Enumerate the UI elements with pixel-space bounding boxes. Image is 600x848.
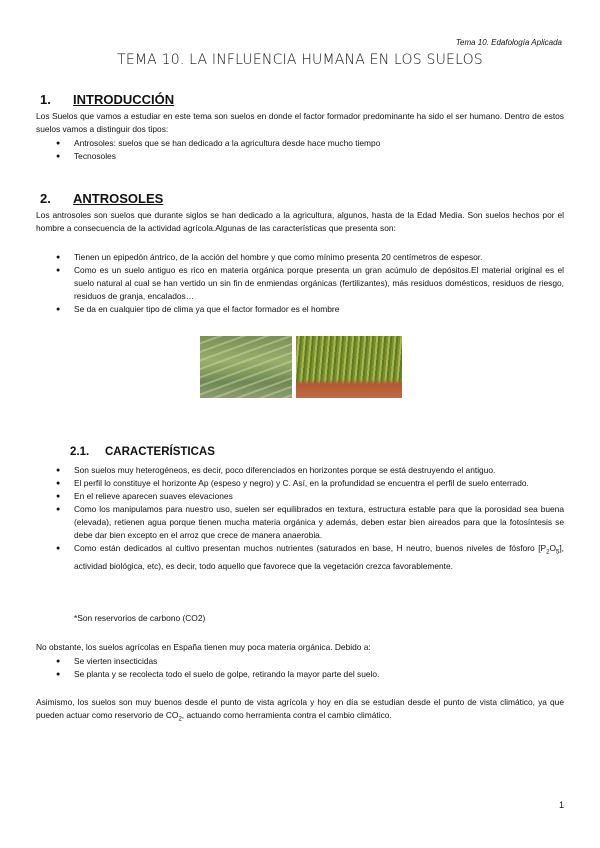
list-item: ● Tienen un epipedón ántrico, de la acción del hombre y que como mínimo presenta 20 centímetros de espesor. <box>56 251 564 264</box>
climate-paragraph <box>36 696 564 727</box>
nutrient-text-mid: O <box>549 543 556 553</box>
section-2-1-heading <box>70 446 215 458</box>
list-item: ● Como los manipulamos para nuestro uso, suelen ser equilibrados en textura, estructura estable para que la porosidad sea buena (elevada), retienen agua porque tienen mucha materia orgánica y además, deben estar bien aireados para que la fotosíntesis se debe dar bien excepto en el arroz que crece de manera anaerobia. <box>56 503 564 542</box>
caracteristicas-bullet-list <box>56 464 564 573</box>
subscript: 5 <box>556 549 560 556</box>
climate-text-after: , actuando como herramienta contra el cambio climático. <box>181 710 392 720</box>
list-item: ● Tecnosoles <box>56 150 564 163</box>
list-item: ● Se da en cualquier tipo de clima ya que el factor formador es el hombre <box>56 303 564 316</box>
list-item: ● Antrosoles: suelos que se han dedicado a la agricultura desde hace mucho tiempo <box>56 137 564 150</box>
section-2-1-title: CARACTERÍSTICAS <box>105 446 215 458</box>
list-item: ● Se planta y se recolecta todo el suelo de golpe, retirando la mayor parte del suelo. <box>56 668 564 681</box>
crop-field-photo <box>200 336 292 398</box>
list-item: ● El perfil lo constituye el horizonte Ap (espeso y negro) y C. Así, en la profundidad se encuentra el perfil de suelo enterrado. <box>56 477 564 490</box>
list-item: ● Se vierten insecticidas <box>56 655 564 668</box>
list-item: ● Como es un suelo antiguo es rico en materia orgánica porque presenta un gran acúmulo de depósitos.El material original es el suelo natural al cual se han vertido un sin fin de enmiendas orgánicas (fertilizantes), más residuos domésticos, residuos de riesgo, residuos de granja, encalados… <box>56 264 564 303</box>
list-item: ● En el relieve aparecen suaves elevaciones <box>56 490 564 503</box>
spain-soils-paragraph: No obstante, los suelos agrícolas en España tienen muy poca materia orgánica. Debido a: <box>36 642 371 652</box>
intro-bullet-list <box>56 137 564 163</box>
section-1-title: INTRODUCCIÓN <box>73 92 175 107</box>
subscript: 2 <box>178 716 182 723</box>
nutrient-text-after: ], actividad biológica, etc), es decir, todo aquello que favorece que la vegetación crezca favorablemente. <box>74 543 564 571</box>
intro-paragraph: Los Suelos que vamos a estudiar en este tema son suelos en donde el factor formador predominante ha sido el ser humano. Dentro de estos suelos vamos a distinguir dos tipos: <box>36 111 564 134</box>
climate-text-before: Asimismo, los suelos son muy buenos desde el punto de vista agrícola y hoy en día se estudian desde el punto de vista climático, ya que pueden actuar como reservorio de CO <box>36 697 564 720</box>
subscript: 2 <box>546 549 550 556</box>
rice-plants-photo <box>296 336 402 398</box>
page-title: TEMA 10. LA INFLUENCIA HUMANA EN LOS SUELOS <box>117 52 483 68</box>
running-header: Tema 10. Edafología Aplicada <box>455 38 562 47</box>
section-1-heading <box>40 92 174 107</box>
carbon-note: *Son reservorios de carbono (CO2) <box>74 613 206 623</box>
list-item: ● Son suelos muy heterogéneos, es decir, poco diferenciados en horizontes porque se está destruyendo el antiguo. <box>56 464 564 477</box>
section-2-title: ANTROSOLES <box>73 191 164 206</box>
spain-soils-bullet-list <box>56 655 564 681</box>
nutrient-text-before: Como están dedicados al cultivo presentan muchos nutrientes (saturados en base, H neutro, buenos niveles de fósforo [P <box>74 543 547 553</box>
section-2-heading <box>40 191 163 206</box>
section-2-number: 2. <box>40 191 51 206</box>
antrosoles-paragraph: Los antrosoles son suelos que durante siglos se han dedicado a la agricultura, algunos, hasta de la Edad Media. Son suelos hechos por el hombre a consecuencia de la actividad agrícola.Algunas de las características que presenta son: <box>36 210 564 233</box>
section-1-number: 1. <box>40 92 51 107</box>
page-number: 1 <box>558 800 564 810</box>
section-2-1-number: 2.1. <box>70 446 90 458</box>
list-item <box>56 542 564 573</box>
antrosoles-bullet-list <box>56 251 564 316</box>
